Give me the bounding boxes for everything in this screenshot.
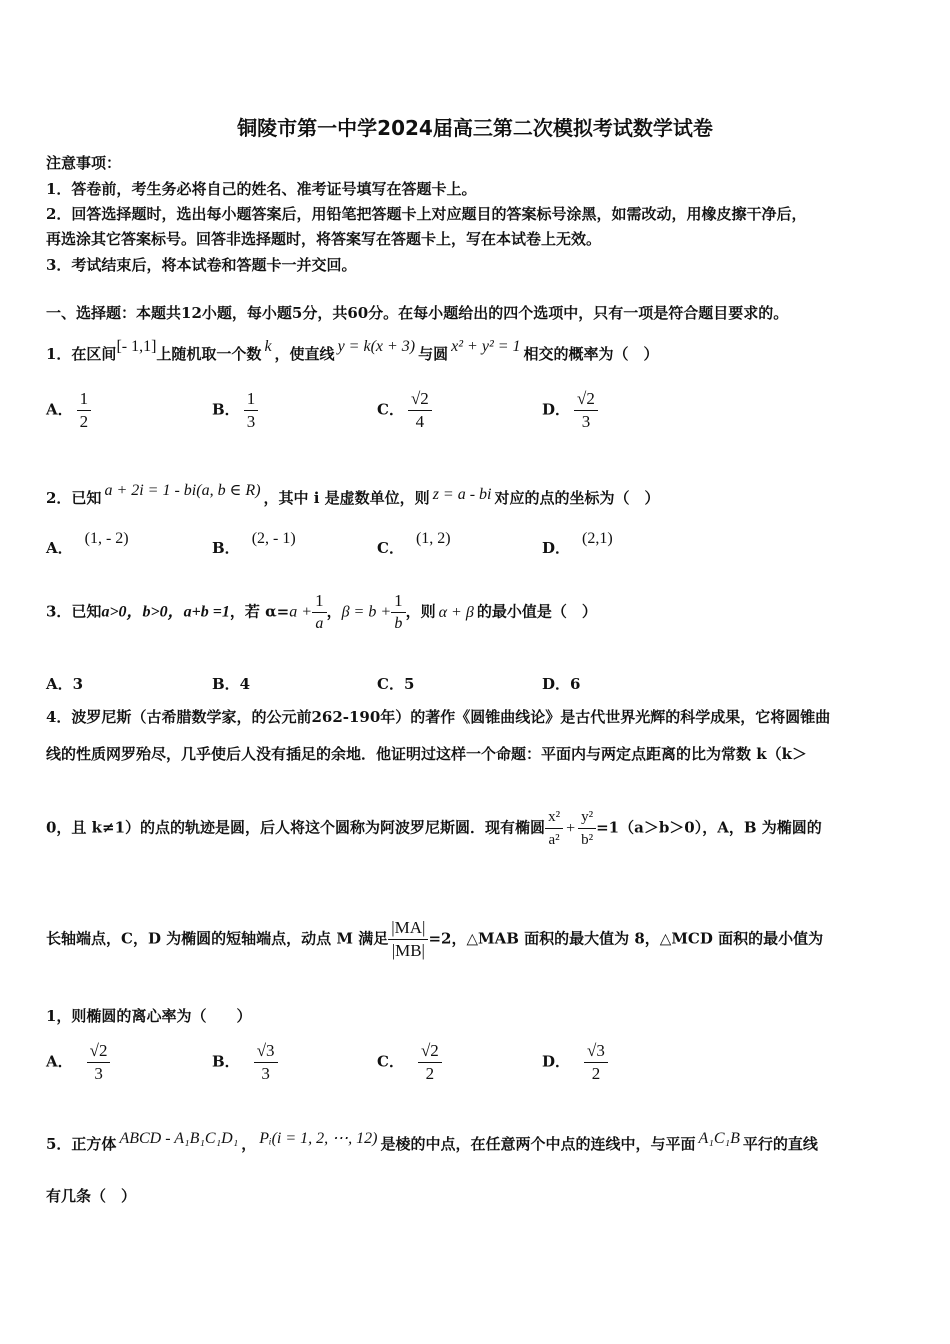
q1-option-c: C． $\frac{√2}{4}$ [377,388,432,433]
q1-option-a: A． $\frac{1}{2}$ [46,388,91,433]
notice-1: 1．答卷前，考生务必将自己的姓名、准考证号填写在答题卡上。 [46,180,477,198]
q3-option-c: C．5 [377,675,415,693]
question-1-text: 1．在区间[- 1,1]上随机取一个数 k ，使直线 y = k(x + 3) 与圆 x² + y² = 1 相交的概率为（ ） [46,338,659,363]
notice-2-cont: 再选涂其它答案标号。回答非选择题时，将答案写在答题卡上，写在本试卷上无效。 [46,230,602,248]
q2-option-c: C．(1, 2) [377,530,451,557]
question-5-text: 5．正方体 ABCD - A₁B₁C₁D₁ ， Pᵢ(i = 1, 2, ⋯, 12) 是棱的中点，在任意两个中点的连线中，与平面 A₁C₁B 平行的直线 [46,1130,818,1153]
question-4-line3: 0，且 k≠1）的点的轨迹是圆，后人将这个圆称为阿波罗尼斯圆．现有椭圆 $\frac{\text{x²}}{\text{a²}}$ + $\frac{\text{y²}}{\text{b²}}$ =1（a＞b＞0），A，B 为椭圆的 [46,806,822,851]
q1-option-d: D． $\frac{√2}{3}$ [542,388,598,433]
page-title: 铜陵市第一中学2024届高三第二次模拟考试数学试卷 [237,116,713,140]
question-4-line1: 4．波罗尼斯（古希腊数学家，的公元前262-190年）的著作《圆锥曲线论》是古代世界光辉的科学成果，它将圆锥曲 [46,708,831,726]
q3-option-b: B．4 [212,675,251,693]
q2-option-a: A．(1, - 2) [46,530,129,557]
question-4-line4: 长轴端点，C，D 为椭圆的短轴端点，动点 M 满足 $\frac{|MA|}{|MB|}$ =2，△MAB 面积的最大值为 8，△MCD 面积的最小值为 [46,918,824,960]
section-heading: 一、选择题：本题共12小题，每小题5分，共60分。在每小题给出的四个选项中，只有一项是符合题目要求的。 [46,304,789,322]
q3-option-a: A．3 [46,675,84,693]
notice-2: 2．回答选择题时，选出每小题答案后，用铅笔把答题卡上对应题目的答案标号涂黑，如需改动，用橡皮擦干净后， [46,205,807,223]
notice-heading: 注意事项： [46,154,122,172]
question-5-line2: 有几条（ ） [46,1187,137,1205]
q3-option-d: D．6 [542,675,581,693]
q4-option-a: A． $\frac{√2}{3}$ [46,1040,110,1085]
question-2-text: 2．已知 a + 2i = 1 - bi(a, b ∈ R) ，其中 i 是虚数单位，则 z = a - bi 对应的点的坐标为（ ） [46,482,660,507]
q4-option-c: C． $\frac{√2}{2}$ [377,1040,442,1085]
q2-option-d: D．(2,1) [542,530,613,557]
q1-option-b: B． $\frac{1}{3}$ [212,388,258,433]
q2-option-b: B．(2, - 1) [212,530,296,557]
question-3-text: 3．已知a>0，b>0，a+b =1，若 α=a + $\frac{1}{a}$ ，β = b + $\frac{1}{b}$ ，则 α + β 的最小值是（ ） [46,591,597,632]
question-4-line2: 线的性质网罗殆尽，几乎使后人没有插足的余地．他证明过这样一个命题：平面内与两定点距离的比为常数 k（k＞ [46,745,808,763]
q4-option-d: D． $\frac{√3}{2}$ [542,1040,608,1085]
q4-option-b: B． $\frac{√3}{3}$ [212,1040,278,1085]
notice-3: 3．考试结束后，将本试卷和答题卡一并交回。 [46,256,357,274]
question-4-line5: 1，则椭圆的离心率为（ ） [46,1007,252,1025]
